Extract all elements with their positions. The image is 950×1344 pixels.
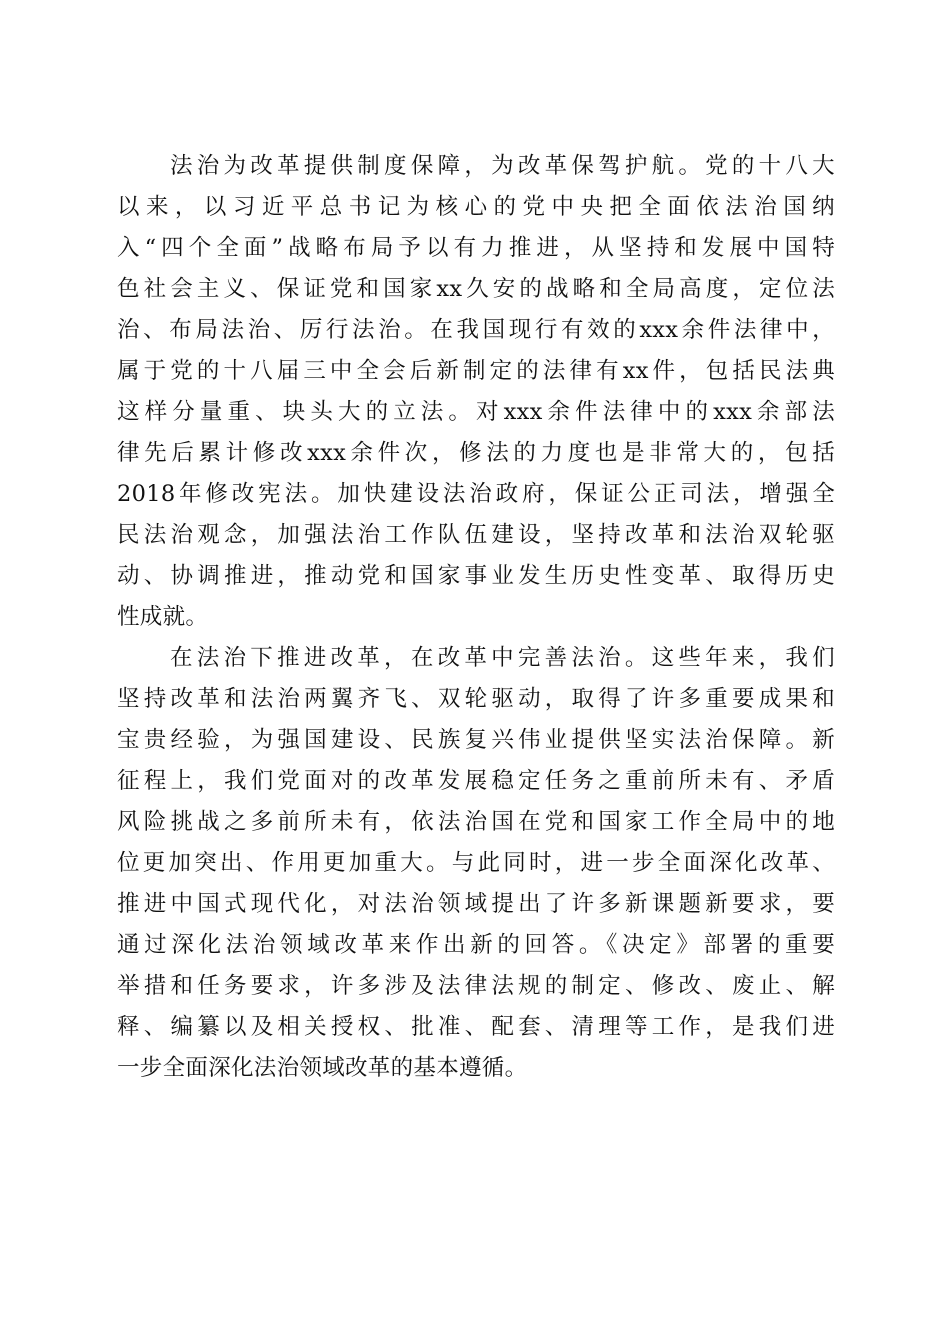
paragraph-line: 在法治下推进改革，在改革中完善法治。这些年来，我们 [170, 645, 835, 671]
document-body [117, 146, 835, 1089]
paragraph-line: 宝贵经验，为强国建设、民族复兴伟业提供坚实法治保障。新 [117, 727, 835, 753]
paragraph-line: 入“四个全面”战略布局予以有力推进，从坚持和发展中国特 [117, 235, 835, 261]
paragraph-line: 民法治观念，加强法治工作队伍建设，坚持改革和法治双轮驱 [117, 522, 835, 548]
paragraph-line: 动、协调推进，推动党和国家事业发生历史性变革、取得历史 [117, 563, 835, 589]
paragraph-line: 推进中国式现代化，对法治领域提出了许多新课题新要求，要 [117, 891, 835, 917]
paragraph-line: 通过深化法治领域改革来作出新的回答。《决定》部署的重要 [117, 932, 835, 958]
paragraph-line: 释、编纂以及相关授权、批准、配套、清理等工作，是我们进 [117, 1014, 835, 1040]
paragraph-line: 法治为改革提供制度保障，为改革保驾护航。党的十八大 [170, 153, 835, 179]
paragraph-line: 色社会主义、保证党和国家xx久安的战略和全局高度，定位法 [117, 276, 835, 302]
paragraph-line: 2018年修改宪法。加快建设法治政府，保证公正司法，增强全 [117, 481, 835, 507]
paragraph-line: 治、布局法治、厉行法治。在我国现行有效的xxx余件法律中， [117, 317, 835, 343]
paragraph-2 [117, 638, 835, 1089]
paragraph-line: 属于党的十八届三中全会后新制定的法律有xx件，包括民法典 [117, 358, 835, 384]
paragraph-line: 坚持改革和法治两翼齐飞、双轮驱动，取得了许多重要成果和 [117, 686, 835, 712]
paragraph-line: 这样分量重、块头大的立法。对xxx余件法律中的xxx余部法 [117, 399, 835, 425]
paragraph-line: 律先后累计修改xxx余件次，修法的力度也是非常大的，包括 [117, 440, 835, 466]
paragraph-line: 位更加突出、作用更加重大。与此同时，进一步全面深化改革、 [117, 850, 835, 876]
paragraph-line: 性成就。 [117, 604, 209, 630]
paragraph-line: 举措和任务要求，许多涉及法律法规的制定、修改、废止、解 [117, 973, 835, 999]
paragraph-1 [117, 146, 835, 638]
paragraph-line: 一步全面深化法治领域改革的基本遵循。 [117, 1055, 528, 1081]
paragraph-line: 征程上，我们党面对的改革发展稳定任务之重前所未有、矛盾 [117, 768, 835, 794]
paragraph-line: 以来，以习近平总书记为核心的党中央把全面依法治国纳 [117, 194, 835, 220]
paragraph-line: 风险挑战之多前所未有，依法治国在党和国家工作全局中的地 [117, 809, 835, 835]
